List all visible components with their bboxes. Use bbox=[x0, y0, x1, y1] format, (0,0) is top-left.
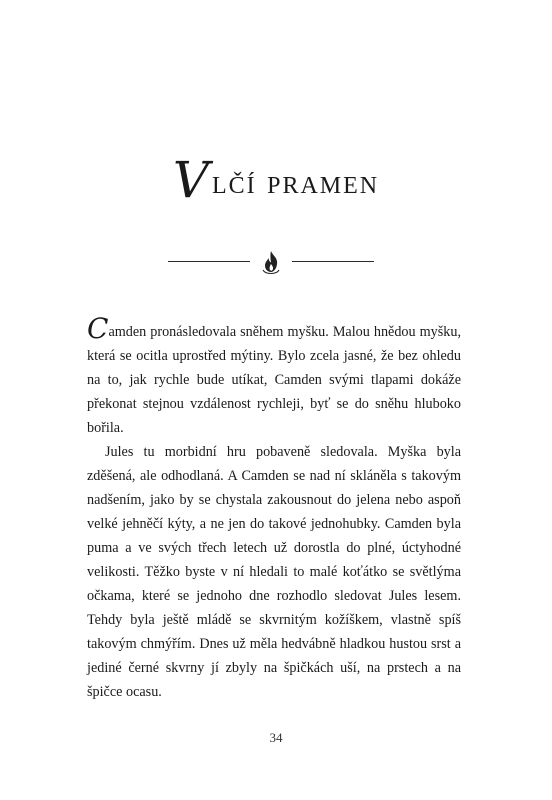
flame-icon bbox=[260, 250, 282, 274]
paragraph-2: Jules tu morbidní hru pobaveně sledovala. Myška byla zděšená, ale odhodlaná. A Camden se nad ní skláněla s takovým nadšením, jako by se chystala zakousnout do jelena nebo aspoň velké jehněčí kýty, a ne jen do takové jednohubky. Camden byla puma a ve svých třech letech už dorostla do plné, úctyhodné velikosti. Těžko byste v ní hledali to malé koťátko se světlýma očkama, které se jednoho dne rozhodlo sledovat Jules lesem. Tehdy byla ještě mládě se skvrnitým kožíškem, vlastně spíš takovým chmýřím. Dnes už měla hedvábně hladkou hustou srst a jediné černé skvrny jí zbyly na špičkách uší, na prstech a na špičce ocasu. bbox=[87, 444, 461, 700]
ornament-line-right bbox=[292, 261, 374, 262]
paragraph-1 bbox=[87, 312, 461, 440]
chapter-body bbox=[87, 312, 461, 704]
page-number: 34 bbox=[269, 730, 283, 745]
paragraph-initial: C bbox=[87, 312, 109, 345]
chapter-title-rest: lčí pramen bbox=[211, 164, 380, 201]
ornament-line-left bbox=[168, 261, 250, 262]
chapter-ornament bbox=[0, 250, 552, 274]
chapter-title bbox=[0, 150, 552, 213]
paragraph-1-text: amden pronásledovala sněhem myšku. Malou hnědou myšku, která se ocitla uprostřed mýtiny. Bylo zcela jasné, že bez ohledu na to, jak rychle bude utíkat, Camden svými tlapami dokáže překonat stejnou vzdálenost rychleji, byť se do sněhu hluboko bořila. bbox=[87, 324, 461, 436]
chapter-title-initial: V bbox=[172, 151, 211, 209]
